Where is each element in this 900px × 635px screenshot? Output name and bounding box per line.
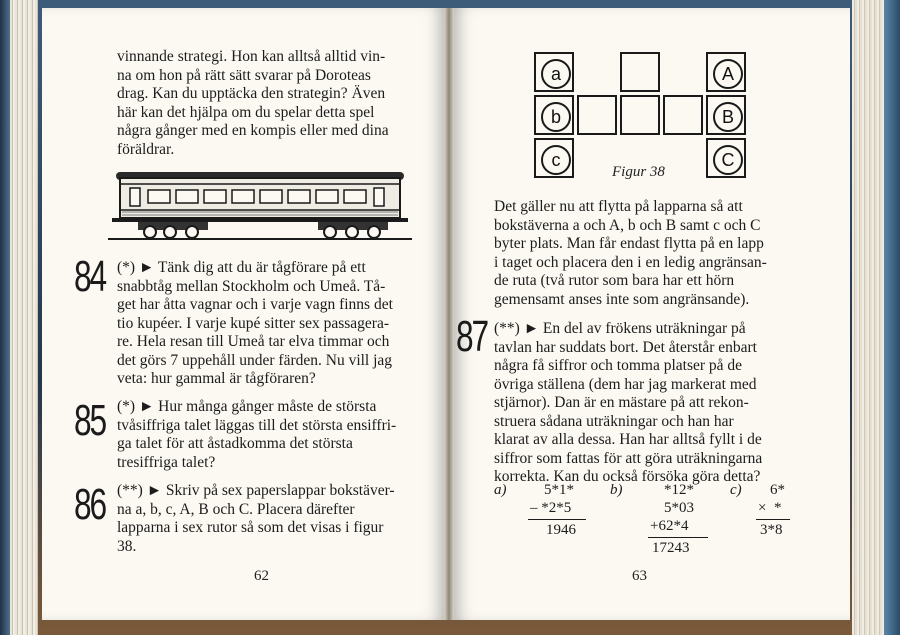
train-car-illustration (108, 164, 412, 244)
grid-cell-middle-1 (577, 95, 617, 135)
problem-86-number: 86 (74, 480, 105, 529)
letter-C-circle: C (713, 145, 743, 175)
calc-c-line1: 6* (770, 482, 785, 498)
grid-cell-B (706, 95, 746, 135)
letter-c-circle: c (541, 145, 571, 175)
book-gutter (444, 8, 454, 620)
calc-b-line1: *12* (664, 482, 694, 498)
page-number-right: 63 (632, 568, 647, 584)
calc-b-result: 17243 (652, 540, 690, 556)
problem-86-text: (**) ► Skriv på sex paperslappar bokstäver- na a, b, c, A, B och C. Placera därefter lapparna i sex rutor så som det visas i figur 38. (117, 482, 395, 555)
grid-cell-C (706, 138, 746, 178)
figure-description-text: Det gäller nu att flytta på lapparna så att bokstäverna a och A, b och B samt c och C byter plats. Man får endast flytta på en lapp i taget och placera den i en ledig angränsan- de ruta (två rutor som bara har ett hörn gemensamt anses inte som angränsande). (494, 198, 767, 308)
problem-84-number: 84 (74, 252, 105, 301)
calc-a-label: a) (494, 482, 507, 498)
grid-cell-c (534, 138, 574, 178)
grid-cell-middle-2 (620, 95, 660, 135)
letter-A-circle: A (713, 59, 743, 89)
problem-84-text: (*) ► Tänk dig att du är tågförare på ett snabbtåg mellan Stockholm och Umeå. Tå- get har åtta vagnar och i varje vagn finns det tio kupéer. I varje kupé sitter sex passagera- re. Hela resan till Umeå tar elva timmar och det görs 7 uppehåll under färden. Nu vill jag veta: hur gammal är tågföraren? (117, 259, 393, 387)
grid-cell-top-middle (620, 52, 660, 92)
calc-c-line2: × * (758, 500, 782, 516)
intro-paragraph: vinnande strategi. Hon kan alltså alltid vin- na om hon på rätt sätt svarar på Doroteas drag. Kan du upptäcka den strategin? Även här kan det hjälpa om du spelar detta spel några gånger med en kompis eller med dina föräldrar. (117, 48, 389, 158)
letter-a-circle: a (541, 59, 571, 89)
calc-a-line1: 5*1* (544, 482, 574, 498)
calc-b-label: b) (610, 482, 623, 498)
calc-b-line2: 5*03 (664, 500, 694, 516)
calc-a-line2: – *2*5 (530, 500, 572, 516)
figure-caption: Figur 38 (612, 164, 665, 180)
calc-c-rule (756, 519, 790, 520)
calc-b-rule (648, 537, 708, 538)
problem-85-number: 85 (74, 396, 105, 445)
figure-38-grid (534, 52, 746, 182)
left-cover (0, 0, 10, 635)
grid-cell-a (534, 52, 574, 92)
calc-a-result: 1946 (546, 522, 576, 538)
grid-cell-middle-3 (663, 95, 703, 135)
problem-85-text: (*) ► Hur många gånger måste de största tvåsiffriga talet läggas till det största ensiffri- ga talet för att åstadkomma det största tresiffriga talet? (117, 398, 397, 471)
calc-c-label: c) (730, 482, 742, 498)
problem-87-number: 87 (456, 312, 487, 361)
letter-B-circle: B (713, 102, 743, 132)
grid-cell-b (534, 95, 574, 135)
grid-cell-A (706, 52, 746, 92)
calc-a-rule (528, 519, 586, 520)
letter-b-circle: b (541, 102, 571, 132)
right-cover (884, 0, 900, 635)
problem-87-text: (**) ► En del av frökens uträkningar på tavlan har suddats bort. Det återstår enbart några få siffror och tomma platser på de övriga ställena (dem har jag markerat med stjärnor). Dan är en mästare på att rekon- struera sådana uträkningar och han har klarat av alla dessa. Han har alltså fyllt i de siffror som fattas för att göra uträkningarna korrekta. Kan du också försöka göra detta? (494, 320, 763, 485)
page-number-left: 62 (254, 568, 269, 584)
calc-c-result: 3*8 (760, 522, 783, 538)
calc-b-line3: +62*4 (650, 518, 689, 534)
